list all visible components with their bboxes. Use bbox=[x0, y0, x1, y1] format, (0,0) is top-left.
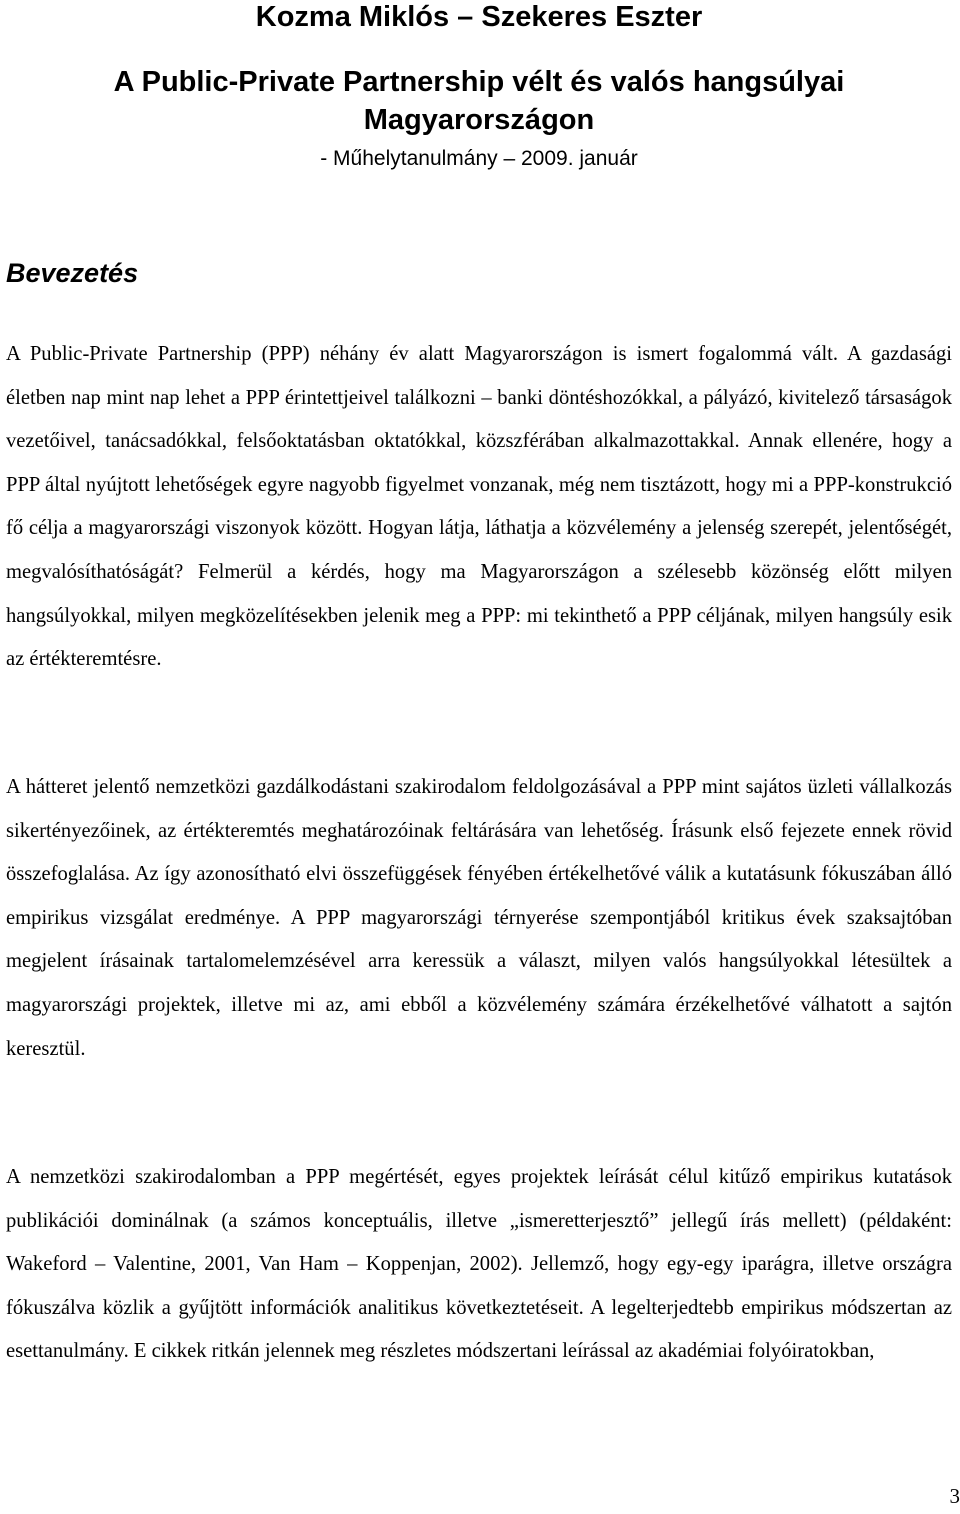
authors: Kozma Miklós – Szekeres Eszter bbox=[255, 1, 703, 33]
document-subtitle: - Műhelytanulmány – 2009. január bbox=[320, 147, 638, 170]
section-heading: Bevezetés bbox=[6, 258, 139, 288]
paragraph-2: A hátteret jelentő nemzetközi gazdálkodástani szakirodalom feldolgozásával a PPP mint sajátos üzleti vállalkozás sikertényezőinek, az értékteremtés meghatározóinak feltárására van lehetőség. Írásunk első fejezete ennek rövid összefoglalása. Az így azonosítható elvi összefüggések fényében értékelhetővé válik a kutatásunk fókuszában álló empirikus vizsgálat eredménye. A PPP magyarországi térnyerése szempontjából kritikus évek szaksajtóban megjelent írásainak tartalomelemzésével arra keressük a választ, milyen valós hangsúlyokkal létesültek a magyarországi projektek, illetve mi az, ami ebből a közvélemény számára érzékelhetővé válhatott a sajtón keresztül. bbox=[6, 776, 952, 1060]
paragraph-1: A Public-Private Partnership (PPP) néhány év alatt Magyarországon is ismert fogalommá vált. A gazdasági életben nap mint nap lehet a PPP érintettjeivel találkozni – banki döntéshozókkal, a pályázó, kivitelező társaságok vezetőivel, tanácsadókkal, felsőoktatásban oktatókkal, közszférában alkalmazottakkal. Annak ellenére, hogy a PPP által nyújtott lehetőségek egyre nagyobb figyelmet vonzanak, még nem tisztázott, hogy mi a PPP-konstrukció fő célja a magyarországi viszonyok között. Hogyan látja, láthatja a közvélemény a jelenség szerepét, jelentőségét, megvalósíthatóságát? Felmerül a kérdés, hogy ma Magyarországon a szélesebb közönség előtt milyen hangsúlyokkal, milyen megközelítésekben jelenik meg a PPP: mi tekinthető a PPP céljának, milyen hangsúly esik az értékteremtésre. bbox=[6, 343, 952, 671]
page-number: 3 bbox=[949, 1484, 960, 1508]
paragraph-3: A nemzetközi szakirodalomban a PPP megértését, egyes projektek leírását célul kitűző empirikus kutatások publikációi dominálnak (a számos konceptuális, illetve „ismeretterjesztő” jellegű írás mellett) (példaként: Wakeford – Valentine, 2001, Van Ham – Koppenjan, 2002). Jellemző, hogy egy-egy iparágra, illetve országra fókuszálva közlik a gyűjtött információk analitikus következtetéseit. A legelterjedtebb empirikus módszertan az esettanulmány. E cikkek ritkán jelennek meg részletes módszertani leírással az akadémiai folyóiratokban, bbox=[6, 1166, 952, 1363]
document-title: A Public-Private Partnership vélt és valós hangsúlyai Magyarországon bbox=[113, 66, 845, 136]
